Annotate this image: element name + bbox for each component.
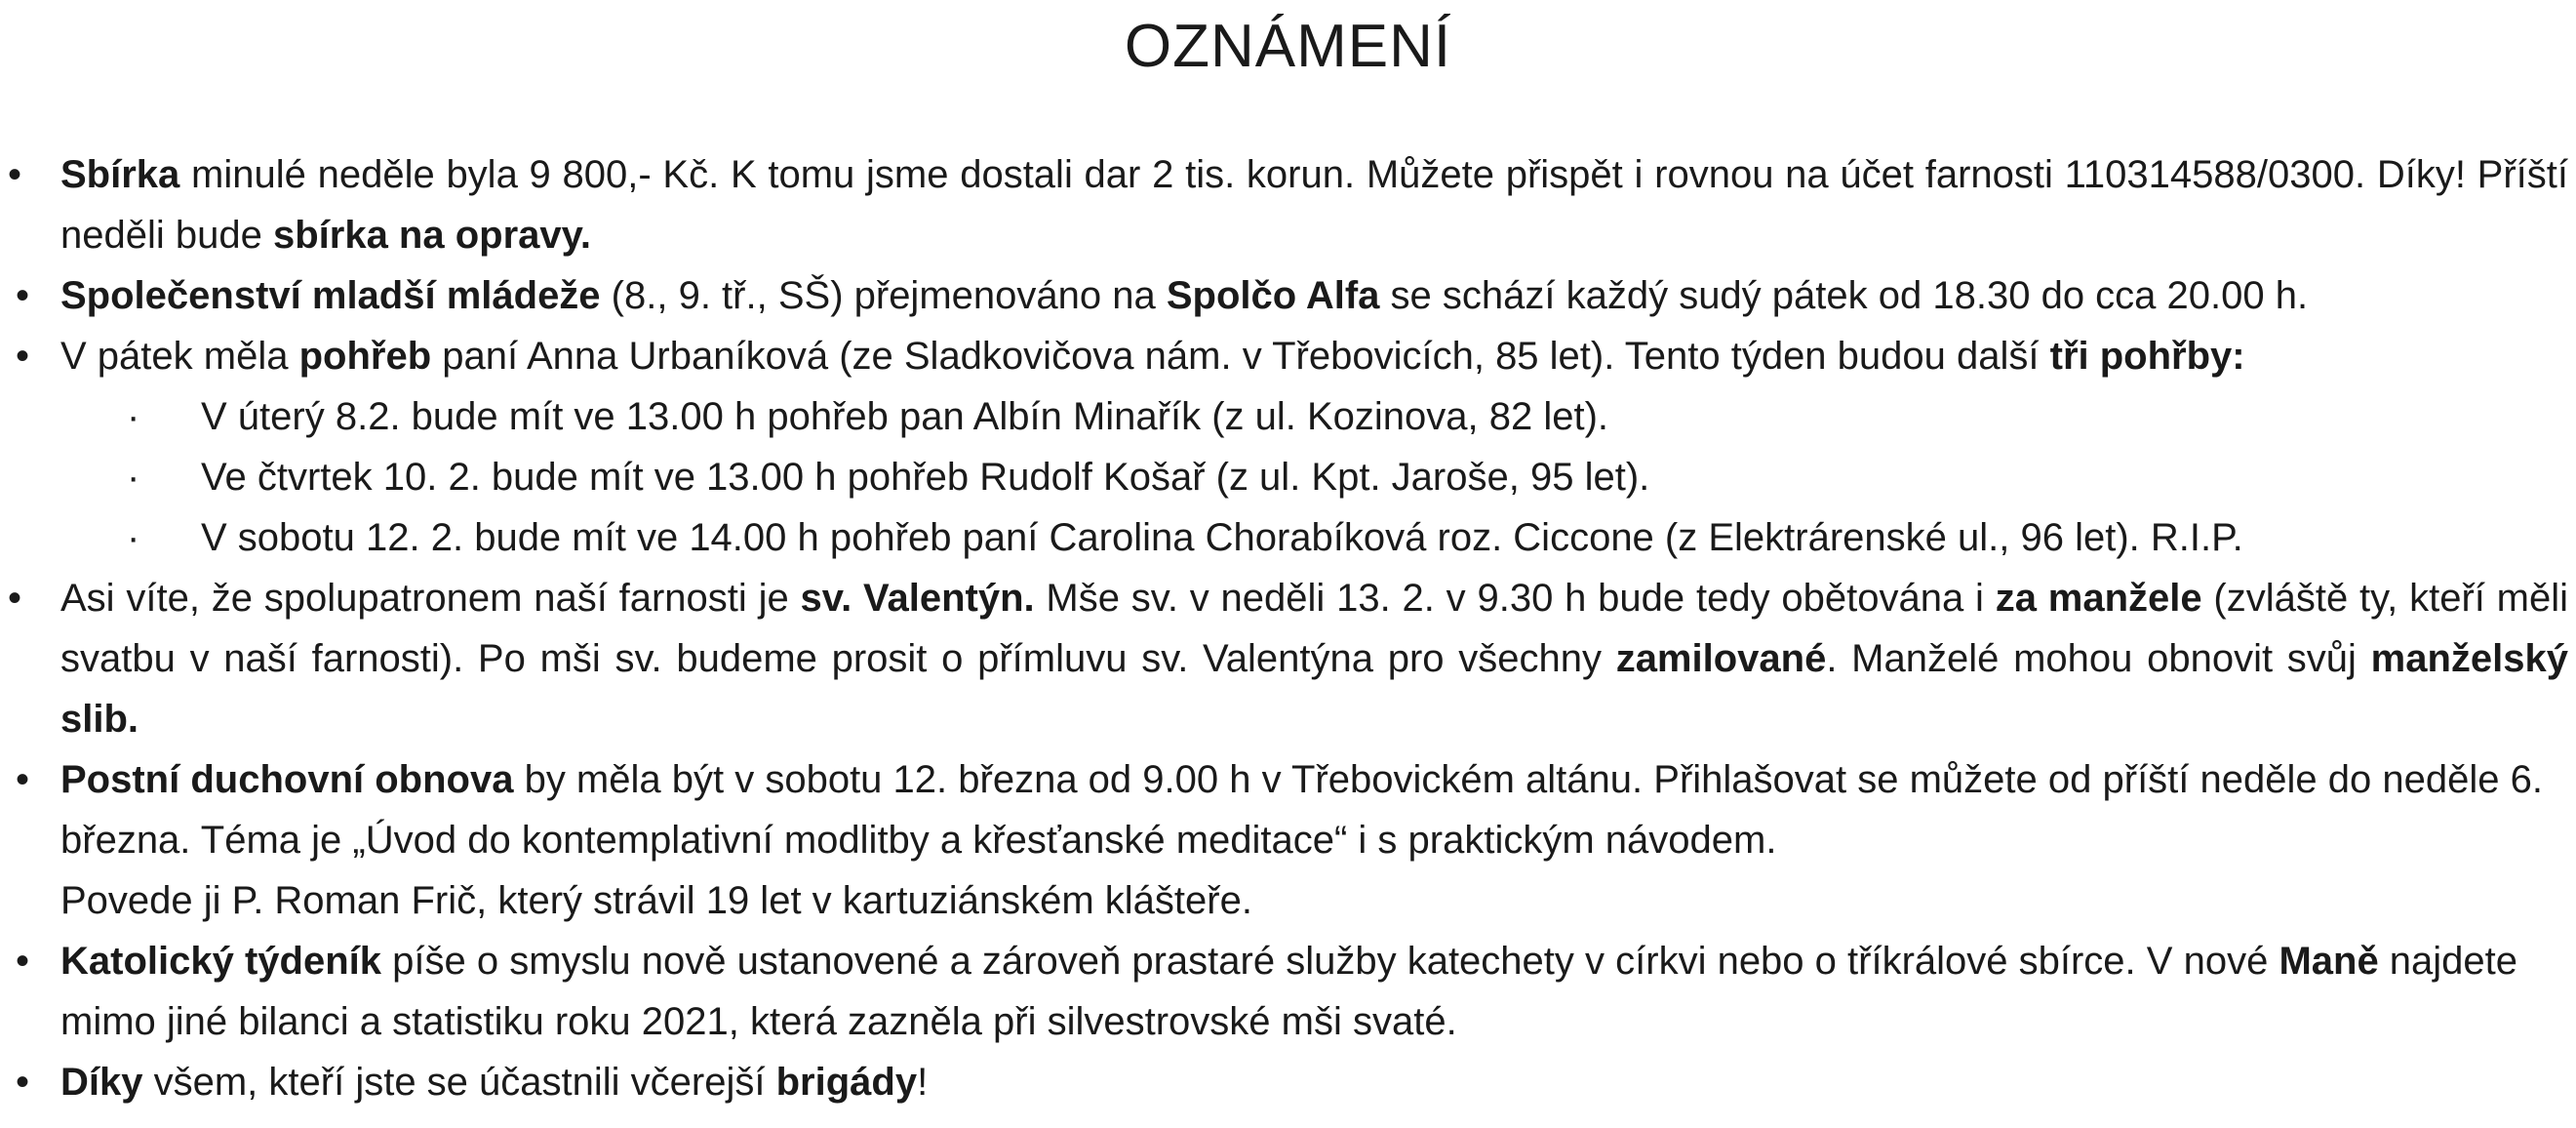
bullet-icon: • xyxy=(15,335,29,378)
item-text xyxy=(60,335,2245,378)
bullet-icon: • xyxy=(8,577,22,620)
sub-bullet-icon: · xyxy=(127,516,140,559)
bullet-icon: • xyxy=(8,153,22,196)
page-title: OZNÁMENÍ xyxy=(1124,13,1452,80)
item-text xyxy=(60,758,2543,862)
sub-item-text: V úterý 8.2. bude mít ve 13.00 h pohřeb pan Albín Minařík (z ul. Kozinova, 82 let). xyxy=(201,395,1609,438)
text-run: (zvláště ty, kteří měli svatbu v naší farnosti). Po mši sv. budeme prosit o přímluvu sv. Valentýna pro všechny xyxy=(60,577,2569,680)
bold-text-run: Katolický týdeník xyxy=(60,940,382,983)
text-run: Mše sv. v neděli 13. 2. v 9.30 h bude tedy obětována i xyxy=(1034,577,1996,620)
sub-item-text: V sobotu 12. 2. bude mít ve 14.00 h pohřeb paní Carolina Chorabíková roz. Ciccone (z Elektrárenské ul., 96 let). R.I.P. xyxy=(201,516,2243,559)
bold-text-run: sbírka na opravy. xyxy=(272,214,592,257)
text-run: píše o smyslu nově ustanovené a zároveň prastaré služby katechety v církvi nebo o tříkrálové sbírce. V nové xyxy=(381,940,2279,983)
bold-text-run: za manžele xyxy=(1995,577,2202,620)
list-item-youth-group xyxy=(0,265,2576,326)
text-run: se schází každý sudý pátek od 18.30 do cca 20.00 h. xyxy=(1379,274,2309,317)
text-run: minulé neděle byla 9 800,- Kč. K tomu jsme dostali dar 2 tis. korun. Můžete přispět i rovnou na účet farnosti 110314588/0300. Díky! Příští neděli bude xyxy=(60,153,2568,257)
bold-text-run: Společenství mladší mládeže xyxy=(60,274,601,317)
bold-text-run: manželský slib. xyxy=(60,637,2568,741)
text-run: V pátek měla xyxy=(60,335,299,378)
item-text xyxy=(60,940,2517,1043)
text-run: (8., 9. tř., SŠ) přejmenováno na xyxy=(600,274,1167,317)
announcement-list xyxy=(0,144,2576,1112)
bullet-icon: • xyxy=(15,758,29,801)
text-run: paní Anna Urbaníková (ze Sladkovičova nám. v Třebovicích, 85 let). Tento týden budou další xyxy=(431,335,2050,378)
bold-text-run: Maně xyxy=(2279,940,2379,983)
sub-bullet-icon: · xyxy=(127,456,140,499)
bold-text-run: tři pohřby: xyxy=(2049,335,2245,378)
list-item-retreat xyxy=(0,749,2576,931)
list-item-valentine xyxy=(0,568,2576,749)
bold-text-run: brigády xyxy=(775,1061,918,1104)
list-item-weekly xyxy=(0,931,2576,1052)
item-text-extra: Povede ji P. Roman Frič, který strávil 19 let v kartuziánském klášteře. xyxy=(60,879,1252,922)
bold-text-run: Postní duchovní obnova xyxy=(60,758,514,801)
item-text xyxy=(60,577,2568,741)
bold-text-run: Sbírka xyxy=(60,153,180,196)
bold-text-run: pohřeb xyxy=(298,335,432,378)
text-run: ! xyxy=(917,1061,929,1104)
text-run: Asi víte, že spolupatronem naší farnosti je xyxy=(60,577,801,620)
bullet-icon: • xyxy=(15,940,29,983)
bold-text-run: Díky xyxy=(60,1061,143,1104)
sub-item-funeral xyxy=(0,386,2576,447)
sub-bullet-icon: · xyxy=(127,395,140,438)
sub-item-text: Ve čtvrtek 10. 2. bude mít ve 13.00 h pohřeb Rudolf Košař (z ul. Kpt. Jaroše, 95 let). xyxy=(201,456,1650,499)
sub-item-funeral xyxy=(0,447,2576,507)
list-item-collection xyxy=(0,144,2576,265)
bullet-icon: • xyxy=(15,1061,29,1104)
list-item-funerals xyxy=(0,326,2576,386)
text-run: všem, kteří jste se účastnili včerejší xyxy=(142,1061,776,1104)
item-text xyxy=(60,1061,928,1104)
list-item-thanks xyxy=(0,1052,2576,1112)
bullet-icon: • xyxy=(15,274,29,317)
item-text xyxy=(60,153,2568,257)
text-run: by měla být v sobotu 12. března od 9.00 h v Třebovickém altánu. Přihlašovat se můžete od příští neděle do neděle 6. března. Téma je „Úvod do kontemplativní modlitby a křesťanské meditace“ i s praktickým návodem. xyxy=(60,758,2543,862)
sub-item-funeral xyxy=(0,507,2576,568)
bold-text-run: sv. Valentýn. xyxy=(800,577,1035,620)
text-run: najdete mimo jiné bilanci a statistiku roku 2021, která zazněla při silvestrovské mši svaté. xyxy=(60,940,2518,1043)
bold-text-run: Spolčo Alfa xyxy=(1166,274,1380,317)
bold-text-run: zamilované xyxy=(1615,637,1827,680)
item-text xyxy=(60,274,2308,317)
text-run: . Manželé mohou obnovit svůj xyxy=(1826,637,2371,680)
